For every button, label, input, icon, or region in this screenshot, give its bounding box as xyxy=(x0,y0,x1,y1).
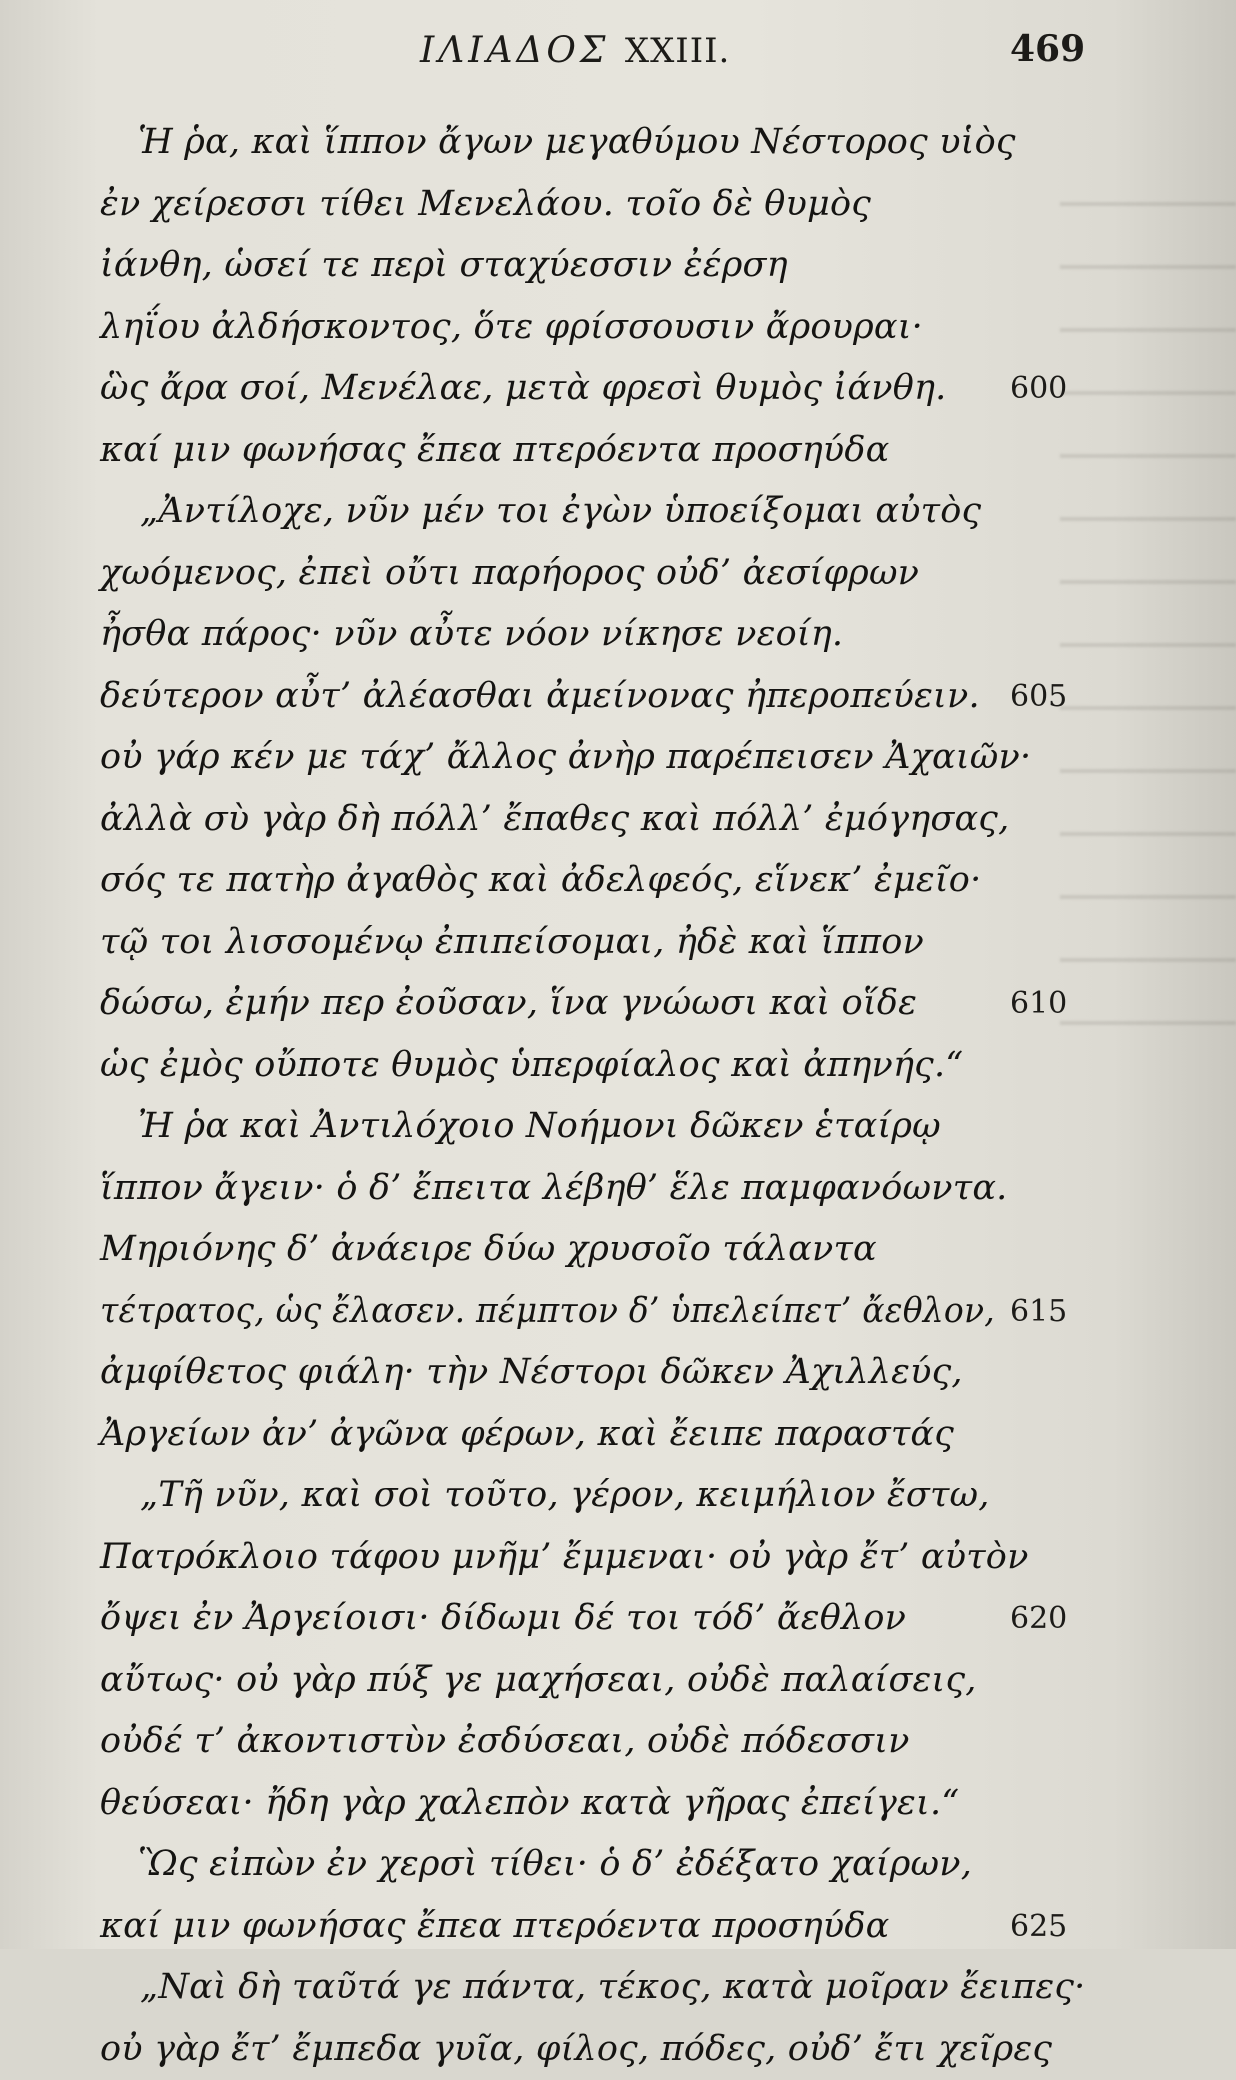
verse-text: ληΐου ἀλδήσκοντος, ὅτε φρίσσουσιν ἄρουραι· xyxy=(100,297,923,359)
verse-line xyxy=(0,1896,1236,1958)
verse-line xyxy=(0,666,1236,728)
verse-line xyxy=(0,1834,1236,1896)
verse-text: ἐν χείρεσσι τίθει Μενελάου. τοῖο δὲ θυμὸς xyxy=(100,174,871,236)
line-number: 615 xyxy=(1010,1281,1067,1343)
verse-line xyxy=(0,604,1236,666)
verse-text: Ἀργείων ἀν’ ἀγῶνα φέρων, καὶ ἔειπε παραστάς xyxy=(100,1404,954,1466)
book-number: XXIII. xyxy=(625,31,731,71)
verse-line xyxy=(0,1158,1236,1220)
verse-line xyxy=(0,420,1236,482)
verse-text: ἀλλὰ σὺ γὰρ δὴ πόλλ’ ἔπαθες καὶ πόλλ’ ἐμόγησας, xyxy=(100,789,1009,851)
verse-text: Ἠ ῥα καὶ Ἀντιλόχοιο Νοήμονι δῶκεν ἑταίρῳ xyxy=(138,1096,941,1158)
verse-text: δώσω, ἐμήν περ ἐοῦσαν, ἵνα γνώωσι καὶ οἵδε xyxy=(100,973,917,1035)
verse-line xyxy=(0,789,1236,851)
verse-text: καί μιν φωνήσας ἔπεα πτερόεντα προσηύδα xyxy=(100,1896,889,1958)
verse-line xyxy=(0,850,1236,912)
verse-line xyxy=(0,912,1236,974)
verse-line xyxy=(0,174,1236,236)
verse-line xyxy=(0,1035,1236,1097)
page-number: 469 xyxy=(1010,28,1085,70)
verse-line xyxy=(0,1281,1236,1343)
verse-text: οὐδέ τ’ ἀκοντιστὺν ἐσδύσεαι, οὐδὲ πόδεσσιν xyxy=(100,1711,910,1773)
verse-line xyxy=(0,1342,1236,1404)
verse-text: οὐ γάρ κέν με τάχ’ ἄλλος ἀνὴρ παρέπεισεν Ἀχαιῶν· xyxy=(100,727,1031,789)
running-title xyxy=(420,30,730,71)
verse-line xyxy=(0,1219,1236,1281)
verse-text: ἵππον ἄγειν· ὁ δ’ ἔπειτα λέβηθ’ ἕλε παμφανόωντα. xyxy=(100,1158,1008,1220)
verse-line xyxy=(0,481,1236,543)
verse-block xyxy=(0,112,1236,2080)
verse-text: ἦσθα πάρος· νῦν αὖτε νόον νίκησε νεοίη. xyxy=(100,604,843,666)
verse-text: „Ναὶ δὴ ταῦτά γε πάντα, τέκος, κατὰ μοῖραν ἔειπες· xyxy=(140,1957,1085,2019)
line-number: 600 xyxy=(1010,358,1067,420)
line-number: 620 xyxy=(1010,1588,1067,1650)
verse-line xyxy=(0,543,1236,605)
verse-text: Ὣς εἰπὼν ἐν χερσὶ τίθει· ὁ δ’ ἐδέξατο χαίρων, xyxy=(138,1834,972,1896)
verse-line xyxy=(0,973,1236,1035)
verse-text: τέτρατος, ὡς ἔλασεν. πέμπτον δ’ ὑπελείπετ’ ἄεθλον, xyxy=(100,1281,995,1343)
verse-line xyxy=(0,727,1236,789)
verse-line xyxy=(0,297,1236,359)
verse-line xyxy=(0,1465,1236,1527)
verse-text: σός τε πατὴρ ἀγαθὸς καὶ ἀδελφεός, εἵνεκ’ ἐμεῖο· xyxy=(100,850,981,912)
verse-line xyxy=(0,1711,1236,1773)
page-header xyxy=(0,22,1236,82)
verse-text: καί μιν φωνήσας ἔπεα πτερόεντα προσηύδα xyxy=(100,420,889,482)
verse-text: ὄψει ἐν Ἀργείοισι· δίδωμι δέ τοι τόδ’ ἄεθλον xyxy=(100,1588,906,1650)
verse-text: ὣς ἄρα σοί, Μενέλαε, μετὰ φρεσὶ θυμὸς ἰάνθη. xyxy=(100,358,946,420)
verse-line xyxy=(0,235,1236,297)
verse-text: τῷ τοι λισσομένῳ ἐπιπείσομαι, ἠδὲ καὶ ἵππον xyxy=(100,912,924,974)
verse-text: ἀμφίθετος φιάλη· τὴν Νέστορι δῶκεν Ἀχιλλεύς, xyxy=(100,1342,963,1404)
verse-line xyxy=(0,2019,1236,2080)
verse-line xyxy=(0,1650,1236,1712)
verse-text: „Ἀντίλοχε, νῦν μέν τοι ἐγὼν ὑποείξομαι αὐτὸς xyxy=(140,481,981,543)
verse-line xyxy=(0,112,1236,174)
verse-line xyxy=(0,1527,1236,1589)
verse-text: Ἡ ῥα, καὶ ἵππον ἄγων μεγαθύμου Νέστορος υἱὸς xyxy=(138,112,1016,174)
verse-text: Πατρόκλοιο τάφου μνῆμ’ ἔμμεναι· οὐ γὰρ ἔτ’ αὐτὸν xyxy=(100,1527,1029,1589)
running-title-text: ΙΛΙΑΔΟΣ xyxy=(420,30,609,71)
line-number: 625 xyxy=(1010,1896,1067,1958)
verse-text: θεύσεαι· ἤδη γὰρ χαλεπὸν κατὰ γῆρας ἐπείγει.“ xyxy=(100,1773,959,1835)
verse-line xyxy=(0,358,1236,420)
line-number: 610 xyxy=(1010,973,1067,1035)
line-number: 605 xyxy=(1010,666,1067,728)
verse-text: αὔτως· οὐ γὰρ πύξ γε μαχήσεαι, οὐδὲ παλαίσεις, xyxy=(100,1650,977,1712)
verse-text: Μηριόνης δ’ ἀνάειρε δύω χρυσοῖο τάλαντα xyxy=(100,1219,877,1281)
verse-line xyxy=(0,1588,1236,1650)
verse-line xyxy=(0,1096,1236,1158)
verse-text: οὐ γὰρ ἔτ’ ἔμπεδα γυῖα, φίλος, πόδες, οὐδ’ ἔτι χεῖρες xyxy=(100,2019,1052,2080)
verse-text: δεύτερον αὖτ’ ἀλέασθαι ἀμείνονας ἠπεροπεύειν. xyxy=(100,666,980,728)
verse-line xyxy=(0,1404,1236,1466)
verse-line xyxy=(0,1957,1236,2019)
verse-text: ἰάνθη, ὡσεί τε περὶ σταχύεσσιν ἐέρση xyxy=(100,235,788,297)
verse-line xyxy=(0,1773,1236,1835)
verse-text: ὡς ἐμὸς οὔποτε θυμὸς ὑπερφίαλος καὶ ἀπηνής.“ xyxy=(100,1035,963,1097)
verse-text: „Τῆ νῦν, καὶ σοὶ τοῦτο, γέρον, κειμήλιον ἔστω, xyxy=(140,1465,990,1527)
verse-text: χωόμενος, ἐπεὶ οὔτι παρήορος οὐδ’ ἀεσίφρων xyxy=(100,543,919,605)
